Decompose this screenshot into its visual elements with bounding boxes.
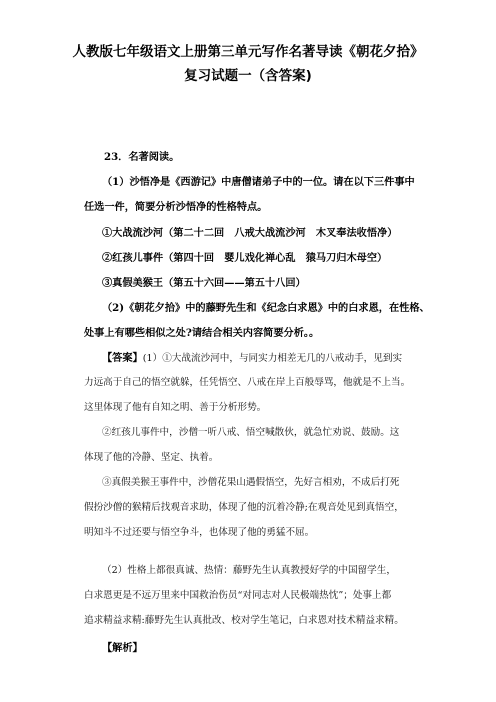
answer-a1-line-1-text: (1）①大战流沙河中，与同实力相差无几的八戒动手，见到实 <box>142 353 403 364</box>
question-option-3: ③真假美猴王（第五十六回——第五十八回） <box>102 277 306 289</box>
answer-paragraph-1-line-3: 这里体现了他有自知之明、善于分析形势。 <box>84 402 267 413</box>
answer-paragraph-3-line-1: ③真假美猴王事件中，沙僧花果山遇假悟空，先好言相劝，不成后打死 <box>102 477 400 488</box>
question-part2-line-1: （2)《朝花夕拾》中的藤野先生和《纪念白求恩》中的白求恩，在性格、 <box>102 302 430 314</box>
analysis-label: 【解析】 <box>102 642 143 654</box>
question-part1-line-2: 任选一件，简要分析沙悟净的性格特点。 <box>84 201 268 213</box>
answer-paragraph-3-line-3: 明知斗不过还要与悟空争斗，也体现了他的勇猛不屈。 <box>84 527 315 538</box>
answer-paragraph-3-line-2: 假扮沙僧的猴精后找观音求助，体现了他的沉着冷静;在观音处见到真悟空， <box>84 502 404 513</box>
answer-label: 【答案】 <box>102 352 143 364</box>
answer-paragraph-2-line-2: 体现了他的冷静、坚定、执着。 <box>84 452 219 463</box>
answer-paragraph-1-line-2: 力远高于自己的悟空就躲，任凭悟空、八戒在岸上百般辱骂，他就是不上当。 <box>84 377 411 388</box>
answer-part2-line-3: 追求精益求精:藤野先生认真批改、校对学生笔记，白求恩对技术精益求精。 <box>84 615 404 626</box>
question-option-2: ②红孩儿事件（第四十回 婴儿戏化禅心乱 猿马刀归木母空） <box>102 252 388 264</box>
document-title-line-1: 人教版七年级语文上册第三单元写作名著导读《朝花夕拾》 <box>72 44 424 60</box>
answer-paragraph-1-line-1 <box>102 351 402 366</box>
document-title-line-2: 复习试题一（含答案) <box>184 68 312 84</box>
answer-part2-line-1: （2）性格上都很真诚、热情：藤野先生认真教授好学的中国留学生， <box>102 565 396 576</box>
question-part1-line-1: （1）沙悟净是《西游记》中唐僧诸弟子中的一位。请在以下三件事中 <box>102 176 415 188</box>
question-option-1: ①大战流沙河（第二十二回 八戒大战流沙河 木叉奉法收悟净） <box>102 227 398 239</box>
question-number: 23．名著阅读。 <box>104 151 180 163</box>
question-part2-line-2: 处事上有哪些相似之处?请结合相关内容简要分析。。 <box>84 327 320 339</box>
answer-paragraph-2-line-1: ②红孩儿事件中，沙僧一听八戒、悟空喊散伙，就急忙劝说、鼓励。这 <box>102 427 400 438</box>
answer-part2-line-2: 白求恩更是不远万里来中国救治伤员“对同志对人民极端热忱”；处事上都 <box>84 590 392 601</box>
